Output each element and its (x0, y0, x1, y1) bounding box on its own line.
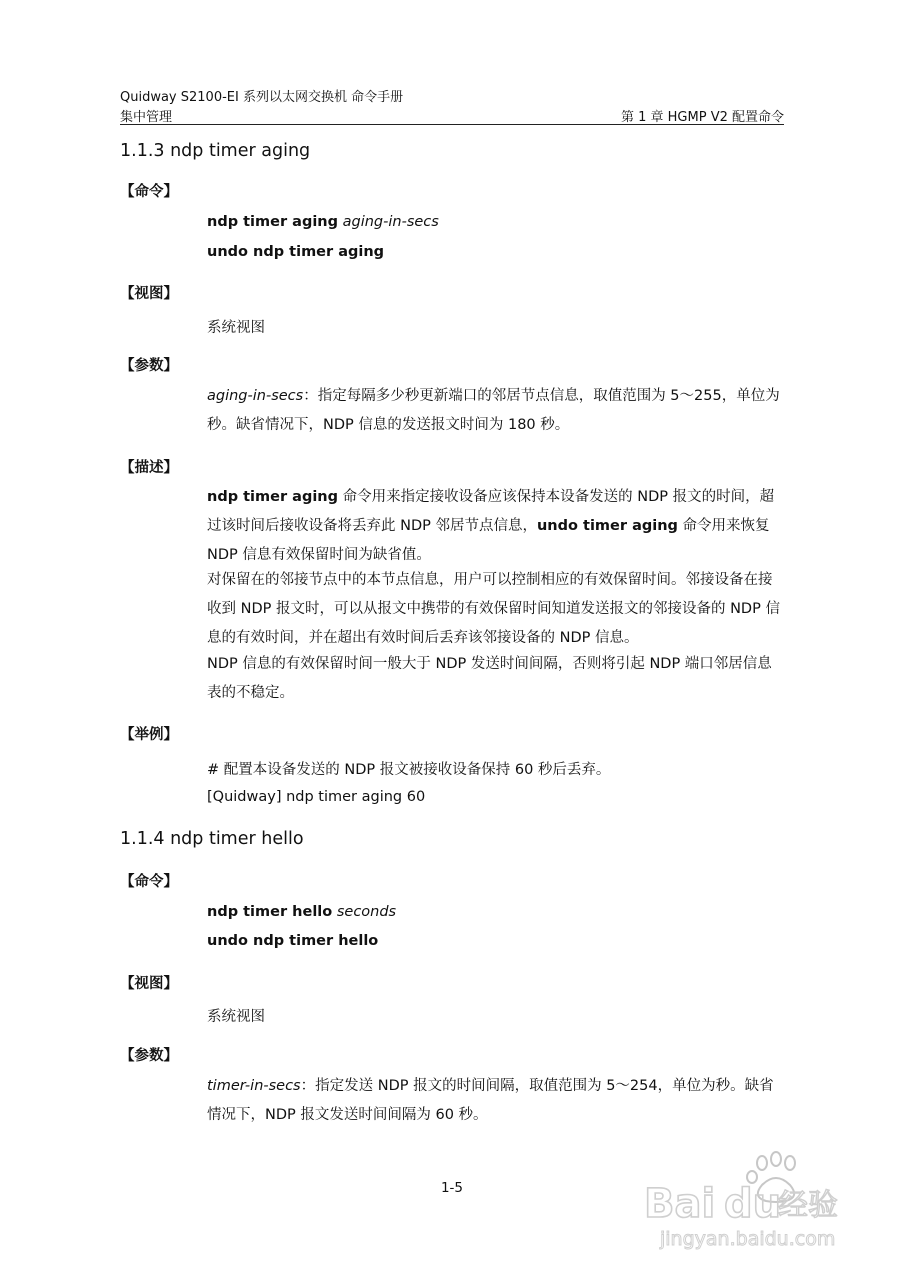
command-param: aging-in-secs (342, 214, 439, 230)
param-label: 【参数】 (120, 1048, 178, 1064)
baidu-watermark-logo (640, 1145, 860, 1255)
svg-text:经验: 经验 (778, 1188, 838, 1223)
section-heading-113: 1.1.3 ndp timer aging (120, 141, 311, 161)
description-paragraph-2: 对保留在的邻接节点中的本节点信息，用户可以控制相应的有效保留时间。邻接设备在接收到 NDP 报文时，可以从报文中携带的有效保留时间知道发送报文的邻接设备的 NDP 信息的有效时间，并在超出有效时间后丢弃该邻接设备的 NDP 信息。 (207, 572, 780, 646)
param-name: aging-in-secs (207, 388, 304, 404)
view-label: 【视图】 (120, 976, 178, 992)
param-paragraph (207, 382, 784, 440)
command-syntax (207, 904, 396, 920)
header-rule (120, 124, 784, 125)
view-label: 【视图】 (120, 286, 178, 302)
param-description: ：指定每隔多少秒更新端口的邻居节点信息，取值范围为 5～255，单位为秒。缺省情况下，NDP 信息的发送报文时间为 180 秒。 (207, 388, 780, 433)
param-paragraph (207, 1072, 784, 1130)
header-chapter: 第 1 章 HGMP V2 配置命令 (620, 110, 784, 125)
header-title: Quidway S2100-EI 系列以太网交换机 命令手册 (120, 90, 404, 105)
page-number: 1-5 (440, 1180, 464, 1196)
param-name: timer-in-secs (207, 1078, 301, 1094)
command-syntax (207, 214, 439, 230)
command-param: seconds (336, 904, 397, 920)
example-comment: # 配置本设备发送的 NDP 报文被接收设备保持 60 秒后丢弃。 (207, 762, 611, 778)
svg-text:Bai: Bai (644, 1181, 716, 1227)
undo-command-syntax: undo ndp timer aging (207, 244, 385, 260)
param-label: 【参数】 (120, 358, 178, 374)
section-heading-114: 1.1.4 ndp timer hello (120, 829, 304, 849)
description-paragraph-1: ndp timer aging 命令用来指定接收设备应该保持本设备发送的 NDP 报文的时间，超过该时间后接收设备将丢弃此 NDP 邻居节点信息，undo timer aging 命令用来恢复 NDP 信息有效保留时间为缺省值。 (207, 489, 775, 563)
undo-command-syntax: undo ndp timer hello (207, 933, 379, 949)
description-label: 【描述】 (120, 460, 178, 476)
description-paragraph-3: NDP 信息的有效保留时间一般大于 NDP 发送时间间隔，否则将引起 NDP 端口邻居信息表的不稳定。 (207, 656, 772, 701)
header-section: 集中管理 (120, 110, 173, 125)
svg-text:du: du (724, 1181, 782, 1227)
view-text: 系统视图 (207, 320, 265, 336)
command-keyword: ndp timer hello (207, 904, 333, 920)
command-label: 【命令】 (120, 874, 178, 890)
svg-text:jingyan.baidu.com: jingyan.baidu.com (660, 1228, 836, 1250)
view-text: 系统视图 (207, 1009, 265, 1025)
command-label: 【命令】 (120, 184, 178, 200)
command-keyword: ndp timer aging (207, 214, 339, 230)
example-label: 【举例】 (120, 727, 178, 743)
param-description: ：指定发送 NDP 报文的时间间隔，取值范围为 5～254，单位为秒。缺省情况下，NDP 报文发送时间间隔为 60 秒。 (207, 1078, 774, 1123)
example-command: [Quidway] ndp timer aging 60 (207, 789, 426, 805)
